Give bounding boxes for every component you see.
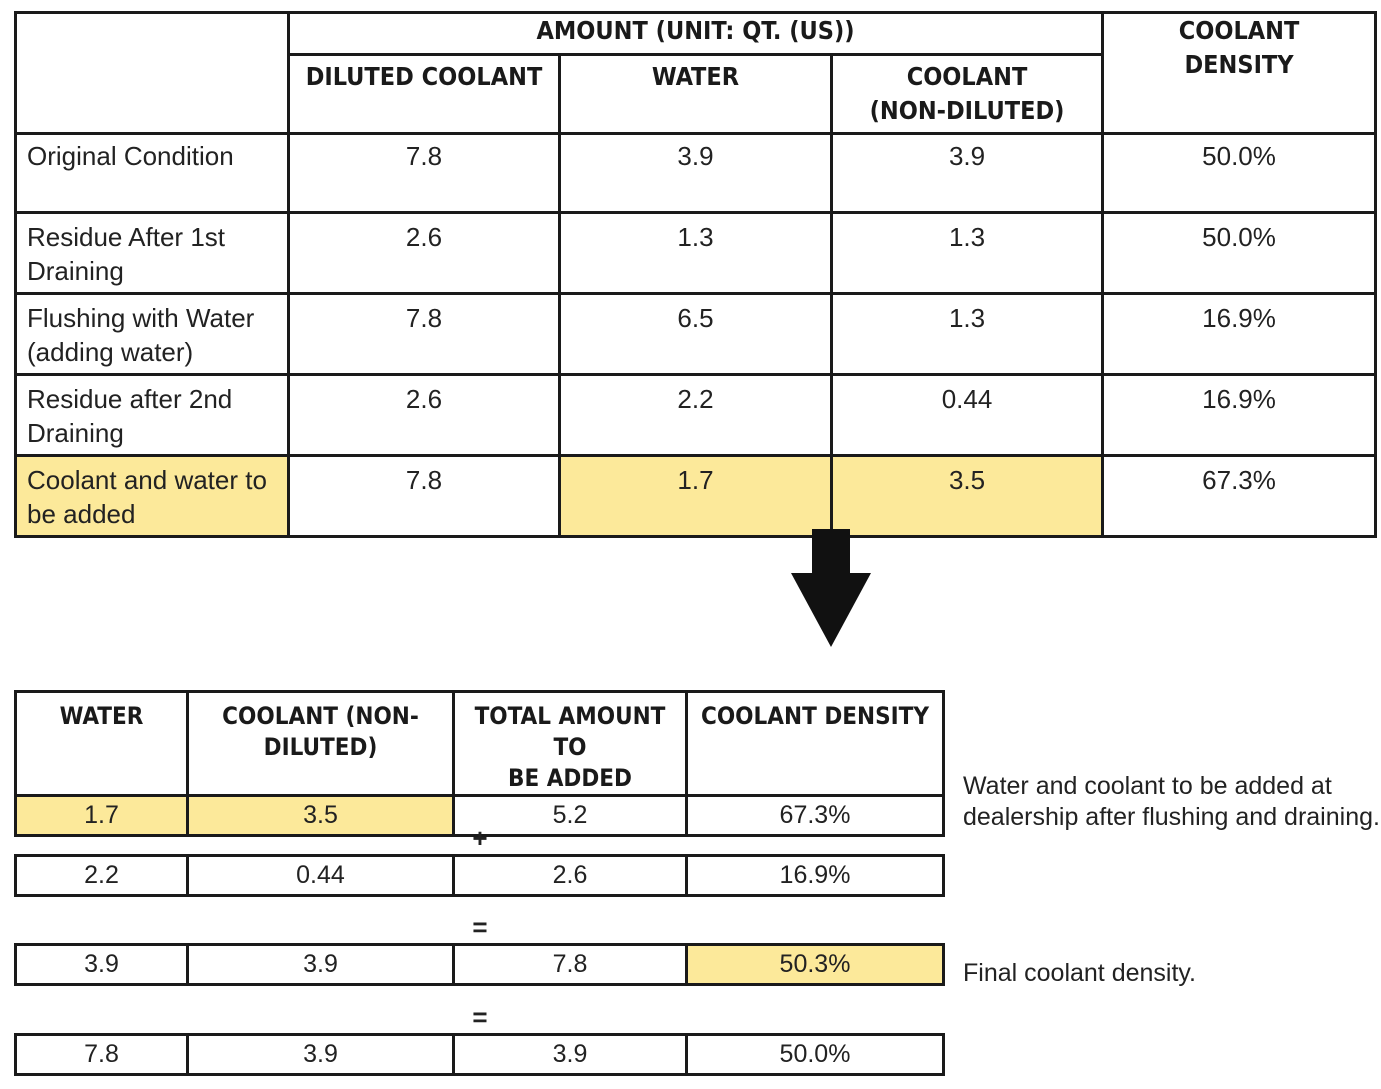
density-value: 16.9%: [1103, 375, 1376, 456]
diluted-coolant-header: DILUTED COOLANT: [289, 55, 560, 134]
equals-operator: =: [472, 912, 488, 942]
total-amount-header: TOTAL AMOUNT TO BE ADDED: [454, 692, 687, 796]
total-value: 5.2: [454, 796, 687, 836]
coolant-amount-table: [14, 11, 1377, 538]
total-value: 2.6: [454, 856, 687, 896]
coolant-value: 3.5: [188, 796, 454, 836]
water-value: 3.9: [560, 134, 832, 213]
water-value: 1.7: [560, 456, 832, 537]
coolant-value: 1.3: [832, 294, 1103, 375]
table-row-highlighted: [16, 456, 1376, 537]
residue-row-table: [14, 854, 945, 897]
coolant-density-header: COOLANT DENSITY: [687, 692, 944, 796]
coolant-non-diluted-header: COOLANT (NON-DILUTED): [832, 55, 1103, 134]
down-arrow-icon: [791, 529, 871, 647]
total-value: 7.8: [454, 945, 687, 985]
coolant-non-diluted-header: COOLANT (NON- DILUTED): [188, 692, 454, 796]
water-header: WATER: [16, 692, 188, 796]
table-row: [16, 856, 944, 896]
water-value: 1.3: [560, 213, 832, 294]
water-value: 2.2: [560, 375, 832, 456]
coolant-value: 0.44: [832, 375, 1103, 456]
coolant-value: 3.9: [188, 1035, 454, 1075]
coolant-value: 3.5: [832, 456, 1103, 537]
water-header: WATER: [560, 55, 832, 134]
coolant-value: 1.3: [832, 213, 1103, 294]
diluted-value: 2.6: [289, 375, 560, 456]
row-label: Residue After 1st Draining: [16, 213, 289, 294]
corner-cell: [16, 13, 289, 134]
water-value: 7.8: [16, 1035, 188, 1075]
density-value: 67.3%: [1103, 456, 1376, 537]
diluted-value: 2.6: [289, 213, 560, 294]
row-label: Original Condition: [16, 134, 289, 213]
coolant-value: 3.9: [188, 945, 454, 985]
table-row: [16, 1035, 944, 1075]
density-value: 50.3%: [687, 945, 944, 985]
density-value: 50.0%: [1103, 134, 1376, 213]
density-value: 16.9%: [1103, 294, 1376, 375]
density-header: COOLANT DENSITY: [1103, 13, 1376, 134]
coolant-value: 0.44: [188, 856, 454, 896]
row-label: Residue after 2nd Draining: [16, 375, 289, 456]
table-row: [16, 294, 1376, 375]
density-value: 16.9%: [687, 856, 944, 896]
final-density-note: Final coolant density.: [963, 959, 1196, 987]
addition-table: [14, 690, 945, 837]
diluted-value: 7.8: [289, 134, 560, 213]
coolant-value: 3.9: [832, 134, 1103, 213]
table-row: [16, 213, 1376, 294]
add-note: Water and coolant to be added at dealership after flushing and draining.: [963, 772, 1380, 831]
water-value: 1.7: [16, 796, 188, 836]
density-value: 67.3%: [687, 796, 944, 836]
original-row-table: [14, 1033, 945, 1076]
equals-operator: =: [472, 1002, 488, 1032]
final-row-table: [14, 943, 945, 986]
plus-operator: +: [472, 823, 488, 853]
table-row: [16, 134, 1376, 213]
table-row: [16, 945, 944, 985]
row-label: Flushing with Water (adding water): [16, 294, 289, 375]
density-value: 50.0%: [687, 1035, 944, 1075]
row-label: Coolant and water to be added: [16, 456, 289, 537]
amount-group-header: AMOUNT (UNIT: QT. (US)): [289, 13, 1103, 55]
density-value: 50.0%: [1103, 213, 1376, 294]
water-value: 3.9: [16, 945, 188, 985]
diluted-value: 7.8: [289, 294, 560, 375]
water-value: 6.5: [560, 294, 832, 375]
water-value: 2.2: [16, 856, 188, 896]
table-row: [16, 375, 1376, 456]
total-value: 3.9: [454, 1035, 687, 1075]
diluted-value: 7.8: [289, 456, 560, 537]
